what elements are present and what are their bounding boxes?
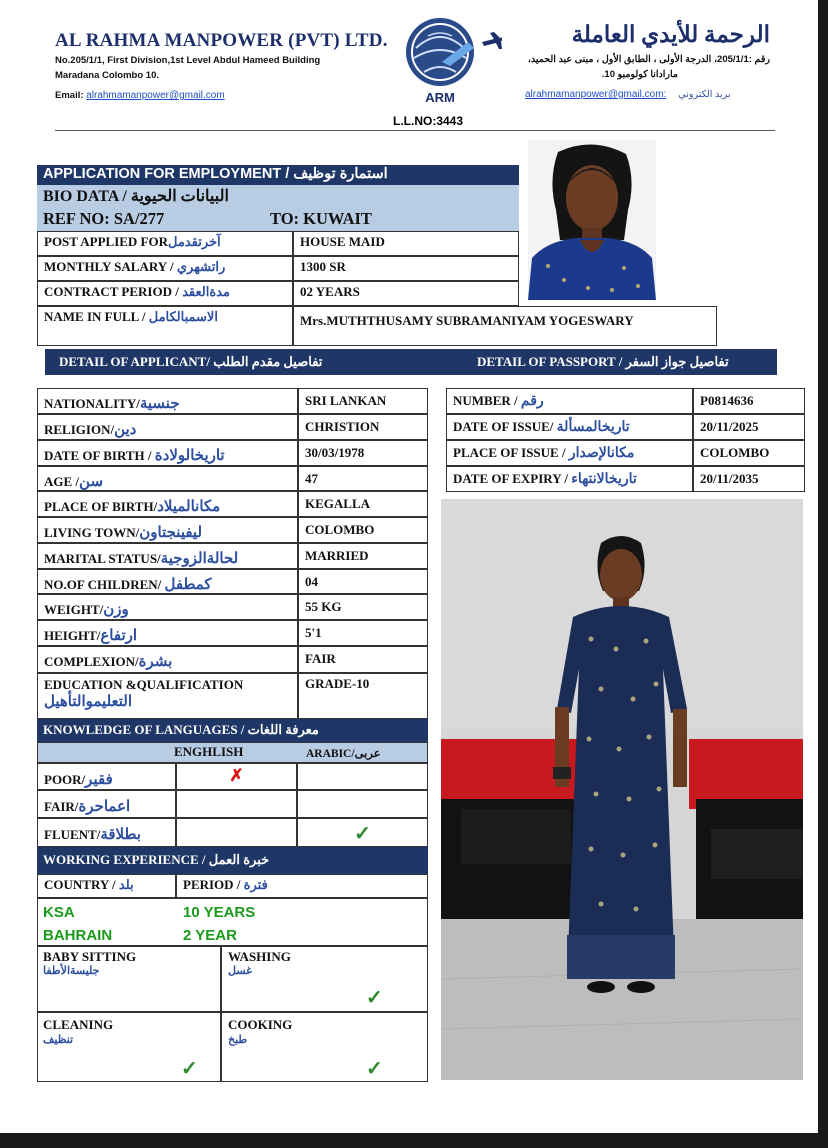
applicant-label-ar: ليفينجتاون: [139, 525, 203, 541]
ref-number: REF NO: SA/277: [43, 209, 165, 228]
passport-value: 20/11/2025: [693, 414, 805, 440]
applicant-label-ar: بشرة: [138, 654, 173, 670]
applicant-label-cell: [37, 466, 298, 491]
applicant-label-ar: دين: [114, 422, 137, 438]
passport-label-cell: [446, 466, 693, 492]
applicant-value: 47: [298, 466, 428, 491]
english-mark-cell: [176, 763, 297, 790]
license-number: L.L.NO:3443: [393, 114, 464, 128]
skill-baby-sitting-label: BABY SITTING: [43, 949, 137, 964]
passport-label-ar: مكانالإصدار: [568, 446, 635, 461]
arabic-mark-cell: [297, 763, 428, 790]
applicant-label-ar: ارتفاع: [100, 628, 138, 644]
email-arabic-link[interactable]: alrahmamanpower@gmail.com:: [525, 89, 667, 100]
passport-label: PLACE OF ISSUE /: [453, 445, 569, 460]
contract-label-ar: مدةالعقد: [182, 284, 230, 299]
applicant-value: CHRISTION: [298, 414, 428, 440]
applicant-label: NO.OF CHILDREN/: [44, 577, 165, 592]
period-label: PERIOD /: [183, 877, 244, 892]
address-line-2: Maradana Colombo 10.: [55, 70, 159, 81]
language-level-label: [37, 818, 176, 847]
passport-label: DATE OF ISSUE/: [453, 419, 557, 434]
applicant-label: PLACE OF BIRTH/: [44, 499, 158, 514]
email-arabic-label: بريد الكتروني: [678, 89, 731, 100]
language-level-label: [37, 790, 176, 818]
applicant-label-ar: تاريخالولادة: [154, 448, 225, 464]
applicant-value: 04: [298, 569, 428, 594]
applicant-label-ar: كمطفل: [164, 577, 212, 593]
passport-value: COLOMBO: [693, 440, 805, 466]
applicant-label: LIVING TOWN/: [44, 525, 140, 540]
applicant-label-ar: سن: [79, 474, 104, 490]
email-label: Email:: [55, 90, 87, 101]
applicant-value: COLOMBO: [298, 517, 428, 543]
skill-washing-check-icon: ✓: [366, 987, 383, 1009]
skill-baby-sitting: [37, 946, 221, 1012]
applicant-label-ar: وزن: [103, 602, 129, 618]
destination: TO: KUWAIT: [270, 209, 372, 228]
skill-cooking-label: COOKING: [228, 1017, 293, 1032]
name-label-ar: الاسمبالكامل: [148, 309, 218, 324]
post-value: HOUSE MAID: [293, 231, 519, 256]
applicant-label: DATE OF BIRTH /: [44, 448, 155, 463]
skill-cleaning: [37, 1012, 221, 1082]
applicant-label: HEIGHT/: [44, 628, 101, 643]
applicant-label: MARITAL STATUS/: [44, 551, 161, 566]
applicant-label-cell: [37, 594, 298, 620]
address-arabic-line-1: رقم :205/1/1، الدرجة الأولى ، الطابق الأول ، مبنى عبد الحميد،: [527, 54, 770, 65]
passport-label-cell: [446, 414, 693, 440]
applicant-label-cell: [37, 440, 298, 466]
experience-entries: [37, 898, 428, 946]
passport-label-cell: [446, 388, 693, 414]
period-label-ar: فترة: [243, 877, 268, 892]
lang-col-english: ENGHLISH: [174, 744, 244, 759]
exp-country-2: BAHRAIN: [43, 927, 113, 944]
applicant-label-ar: جنسية: [139, 396, 180, 412]
ref-row: [37, 207, 519, 231]
skill-washing-label: WASHING: [228, 949, 291, 964]
post-label-cell: [37, 231, 293, 256]
experience-title: WORKING EXPERIENCE / خبرة العمل: [37, 847, 428, 874]
name-label: NAME IN FULL /: [44, 309, 149, 324]
contract-label: CONTRACT PERIOD /: [44, 284, 183, 299]
company-logo: [398, 12, 502, 106]
education-value: GRADE-10: [298, 673, 428, 719]
applicant-value: 5'1: [298, 620, 428, 646]
bio-data-title: BIO DATA / البيانات الحيوية: [37, 185, 519, 207]
exp-country-1: KSA: [43, 904, 75, 921]
passport-value: 20/11/2035: [693, 466, 805, 492]
address-line-1: No.205/1/1, First Division,1st Level Abdul Hameed Building: [55, 55, 321, 66]
skill-washing-label-ar: غسل: [228, 965, 252, 977]
arabic-mark-cell: [297, 790, 428, 818]
company-name: AL RAHMA MANPOWER (PVT) LTD.: [55, 30, 388, 51]
logo-text: ARM: [425, 90, 455, 105]
arabic-mark-cell: [297, 818, 428, 847]
applicant-label-cell: [37, 414, 298, 440]
applicant-label: RELIGION/: [44, 422, 115, 437]
country-header: [37, 874, 176, 898]
email-arabic-line: [525, 84, 731, 102]
exp-period-2: 2 YEAR: [183, 927, 237, 944]
applicant-label: WEIGHT/: [44, 602, 104, 617]
language-level-text-ar: فقير: [85, 772, 113, 788]
salary-label: MONTHLY SALARY /: [44, 259, 177, 274]
education-label: EDUCATION &QUALIFICATION: [44, 677, 244, 692]
applicant-label-cell: [37, 569, 298, 594]
language-level-label: [37, 763, 176, 790]
name-label-cell: [37, 306, 293, 346]
education-label-ar: التعليموالتأهيل: [44, 694, 133, 710]
english-mark-cell: [176, 790, 297, 818]
contract-value: 02 YEARS: [293, 281, 519, 306]
applicant-value: KEGALLA: [298, 491, 428, 517]
salary-label-cell: [37, 256, 293, 281]
post-label-ar: آخرتقدمل: [168, 234, 221, 249]
education-label-cell: [37, 673, 298, 719]
skill-washing: [221, 946, 428, 1012]
applicant-passport-photo: [528, 140, 656, 300]
applicant-label: AGE /: [44, 474, 80, 489]
applicant-label-cell: [37, 646, 298, 673]
applicant-label-ar: مكانالميلاد: [157, 499, 221, 515]
detail-header-bar: [42, 349, 777, 375]
skill-cooking-check-icon: ✓: [366, 1058, 383, 1080]
passport-label-cell: [446, 440, 693, 466]
languages-title: KNOWLEDGE OF LANGUAGES / معرفة اللغات: [37, 719, 428, 742]
language-level-text: FAIR/: [44, 799, 79, 814]
skill-cooking-label-ar: طبخ: [228, 1034, 248, 1046]
arabic-check-icon: ✓: [354, 823, 371, 845]
skill-cooking: [221, 1012, 428, 1082]
applicant-value: SRI LANKAN: [298, 388, 428, 414]
applicant-value: FAIR: [298, 646, 428, 673]
salary-label-ar: راتشهري: [176, 259, 226, 274]
email-link[interactable]: alrahmamanpower@gmail.com: [86, 90, 225, 101]
english-mark-cell: [176, 818, 297, 847]
lang-col-arabic: ARABIC/عربى: [306, 748, 381, 760]
skill-cleaning-label-ar: تنظيف: [43, 1034, 74, 1046]
contract-label-cell: [37, 281, 293, 306]
applicant-label: COMPLEXION/: [44, 654, 139, 669]
applicant-label-cell: [37, 543, 298, 569]
passport-label-ar: تاريخالانتهاء: [571, 472, 637, 487]
language-level-text-ar: بطلاقة: [100, 827, 141, 843]
applicant-value: 30/03/1978: [298, 440, 428, 466]
address-arabic-line-2: مارادانا كولومبو 10.: [601, 69, 678, 80]
english-cross-icon: ✗: [229, 766, 244, 785]
language-level-text: POOR/: [44, 772, 86, 787]
applicant-label-cell: [37, 620, 298, 646]
company-name-arabic: الرحمة للأيدي العاملة: [571, 22, 770, 47]
country-label: COUNTRY /: [44, 877, 119, 892]
email-line: [55, 85, 225, 103]
passport-label: NUMBER /: [453, 393, 521, 408]
form-title: APPLICATION FOR EMPLOYMENT / استمارة توظيف: [37, 165, 519, 185]
applicant-value: 55 KG: [298, 594, 428, 620]
applicant-label-cell: [37, 388, 298, 414]
country-label-ar: بلد: [118, 877, 134, 892]
applicant-full-photo: [441, 499, 803, 1080]
period-header: [176, 874, 428, 898]
header-divider: [55, 130, 775, 131]
languages-header-row: [37, 742, 428, 763]
post-label: POST APPLIED FOR: [44, 234, 169, 249]
salary-value: 1300 SR: [293, 256, 519, 281]
passport-label-ar: رقم: [520, 394, 544, 409]
applicant-label-ar: لحالةالزوجية: [160, 551, 239, 567]
applicant-label-cell: [37, 517, 298, 543]
passport-label: DATE OF EXPIRY /: [453, 471, 572, 486]
detail-applicant-header: DETAIL OF APPLICANT/ تفاصيل مقدم الطلب: [59, 354, 323, 369]
detail-passport-header: DETAIL OF PASSPORT / تفاصيل جواز السفر: [477, 354, 729, 369]
exp-period-1: 10 YEARS: [183, 904, 256, 921]
applicant-value: MARRIED: [298, 543, 428, 569]
language-level-text: FLUENT/: [44, 827, 101, 842]
applicant-label-cell: [37, 491, 298, 517]
applicant-label: NATIONALITY/: [44, 396, 140, 411]
skill-cleaning-check-icon: ✓: [181, 1058, 198, 1080]
passport-value: P0814636: [693, 388, 805, 414]
language-level-text-ar: اعماحرة: [78, 799, 131, 815]
skill-cleaning-label: CLEANING: [43, 1017, 114, 1032]
skill-baby-sitting-label-ar: جليسةالأطفا: [43, 965, 100, 977]
name-value: Mrs.MUTHTHUSAMY SUBRAMANIYAM YOGESWARY: [293, 306, 717, 346]
passport-label-ar: تاريخالمسألة: [556, 420, 630, 435]
